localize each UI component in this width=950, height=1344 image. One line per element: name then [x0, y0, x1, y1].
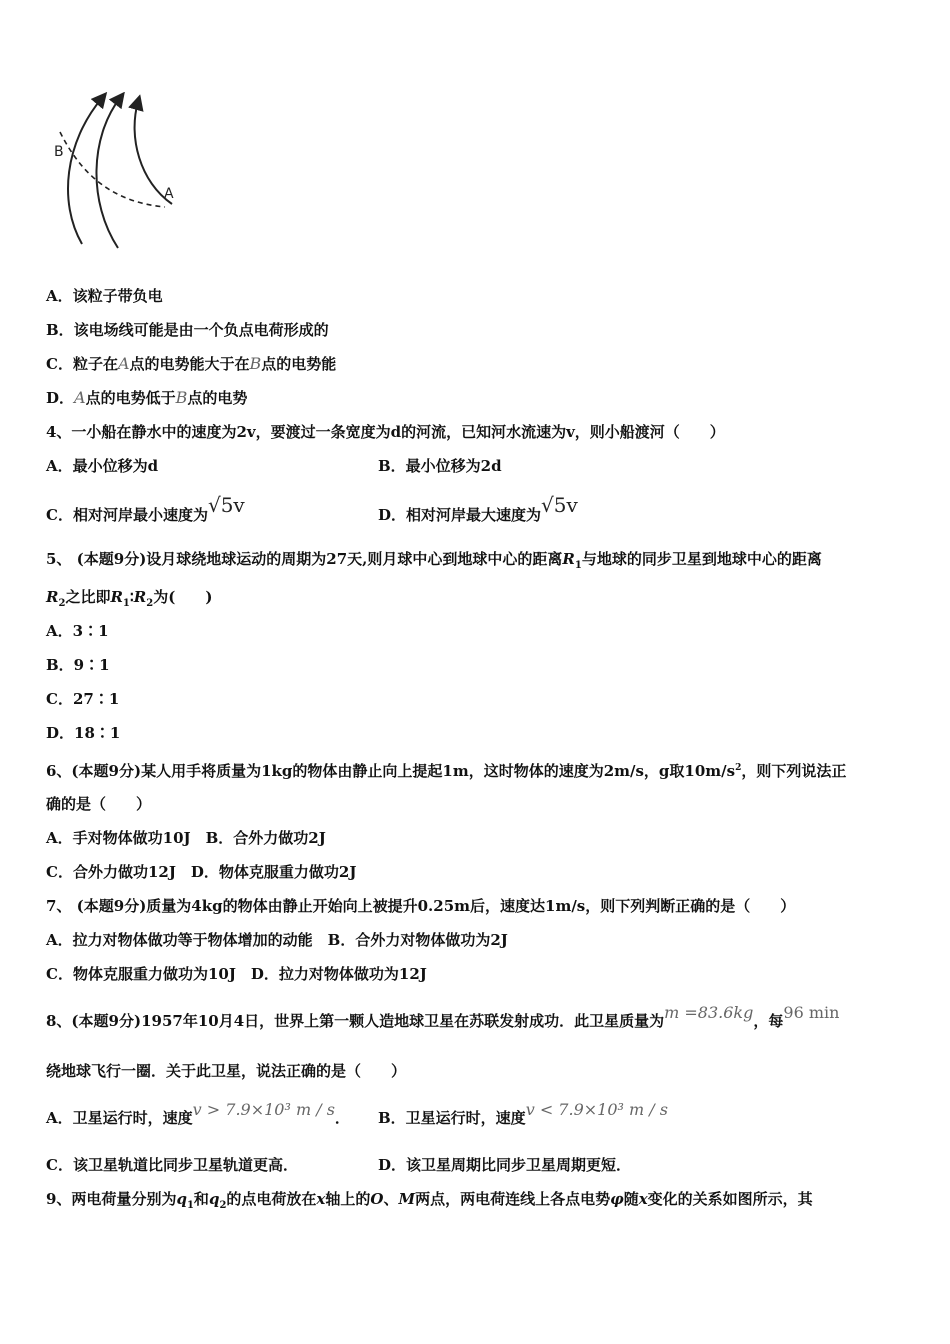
- q4-stem: 4、一小船在静水中的速度为2v，要渡过一条宽度为d的河流，已知河水流速为v，则小船渡河（ ）: [46, 423, 725, 441]
- q4-option-d: D．相对河岸最大速度为√5v: [378, 493, 578, 524]
- q8-option-d: D．该卫星周期比同步卫星周期更短．: [378, 1156, 632, 1174]
- var-b: B: [175, 388, 188, 407]
- q6-options-cd: C．合外力做功12J D．物体克服重力做功2J: [46, 863, 357, 881]
- label-b: B: [54, 144, 64, 160]
- q5-option-a: A．3∶1: [46, 622, 109, 640]
- q3-option-c: C．粒子在A点的电势能大于在B点的电势能: [46, 354, 337, 373]
- q8-option-b: B．卫星运行时，速度v < 7.9×10³ m / s: [378, 1100, 668, 1127]
- q4-option-a: A．最小位移为d: [46, 457, 159, 475]
- velocity-expression-gt: v > 7.9×10³ m / s: [192, 1100, 335, 1119]
- mass-expression: m =83.6kg: [664, 1003, 754, 1022]
- var-b: B: [249, 354, 262, 373]
- label-a: A: [164, 186, 174, 202]
- q5-option-b: B．9∶1: [46, 656, 110, 674]
- q3-option-d: D．A点的电势低于B点的电势: [46, 388, 248, 407]
- field-lines-figure: [40, 92, 190, 250]
- q3-option-a: A．该粒子带负电: [46, 287, 163, 305]
- q5-option-c: C．27∶1: [46, 690, 120, 708]
- q5-option-d: D．18∶1: [46, 724, 121, 742]
- field-line-2: [96, 98, 120, 248]
- q4-option-c: C．相对河岸最小速度为√5v: [46, 493, 245, 524]
- q6-stem-line2: 确的是（ ）: [46, 795, 152, 813]
- q3-option-b: B．该电场线可能是由一个负点电荷形成的: [46, 321, 329, 339]
- q9-stem: 9、两电荷量分别为$q_1$和$q_2$的点电荷放在x轴上的O、M两点，两电荷连线上各点电势φ随x变化的关系如图所示，其: [46, 1190, 813, 1211]
- q7-stem: 7、 (本题9分)质量为4kg的物体由静止开始向上被提升0.25m后，速度达1m/s，则下列判断正确的是（ ）: [46, 897, 796, 915]
- q8-option-a: A．卫星运行时，速度v > 7.9×10³ m / s．: [46, 1100, 350, 1127]
- q7-options-cd: C．物体克服重力做功为10J D．拉力对物体做功为12J: [46, 965, 427, 983]
- q8-option-c: C．该卫星轨道比同步卫星轨道更高．: [46, 1156, 298, 1174]
- q8-stem-line1: 8、(本题9分)1957年10月4日，世界上第一颗人造地球卫星在苏联发射成功．此卫星质量为m =83.6kg，每96 min: [46, 1003, 840, 1030]
- q4-option-b: B．最小位移为2d: [378, 457, 502, 475]
- q6-stem-line1: 6、(本题9分)某人用手将质量为1kg的物体由静止向上提起1m，这时物体的速度为2m/s，g取$10m/s^2$，则下列说法正: [46, 762, 847, 780]
- q5-stem-line1: 5、 (本题9分)设月球绕地球运动的周期为27天,则月球中心到地球中心的距离$R_1$与地球的同步卫星到地球中心的距离: [46, 550, 822, 571]
- q7-options-ab: A．拉力对物体做功等于物体增加的动能 B．合外力对物体做功为2J: [46, 931, 508, 949]
- sqrt-5v: √5v: [207, 493, 245, 517]
- var-a: A: [74, 388, 86, 407]
- sqrt-5v: √5v: [541, 493, 578, 517]
- q6-options-ab: A．手对物体做功10J B．合外力做功2J: [46, 829, 326, 847]
- velocity-expression-lt: v < 7.9×10³ m / s: [525, 1100, 668, 1119]
- q5-stem-line2: $R_2$之比即$R_1∶R_2$为( ): [46, 588, 213, 609]
- q8-stem-line2: 绕地球飞行一圈．关于此卫星，说法正确的是（ ）: [46, 1062, 407, 1080]
- period-expression: 96 min: [783, 1003, 840, 1022]
- var-a: A: [117, 354, 130, 373]
